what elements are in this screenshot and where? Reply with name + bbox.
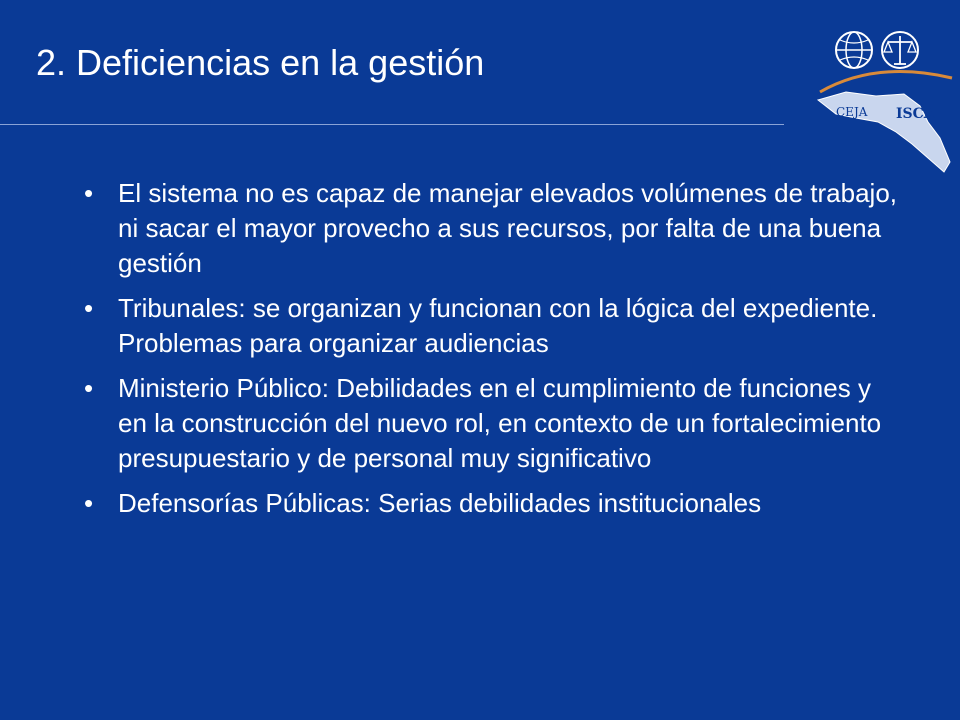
list-item bbox=[84, 176, 904, 281]
globe-icon bbox=[836, 32, 872, 68]
logo-arc bbox=[820, 72, 952, 92]
bullet-text: Tribunales: se organizan y funcionan con la lógica del expediente. Problemas para organizar audiencias bbox=[118, 293, 878, 358]
logo-text-isca: ISCA bbox=[896, 106, 935, 122]
bullet-marker: • bbox=[84, 488, 94, 518]
bullet-marker: • bbox=[84, 373, 94, 403]
ceja-isca-logo bbox=[816, 22, 956, 192]
bullet-list bbox=[84, 176, 904, 531]
title-divider bbox=[0, 124, 784, 125]
scales-icon bbox=[882, 32, 918, 68]
logo-text-ceja: CEJA bbox=[836, 105, 868, 119]
slide-title: 2. Deficiencias en la gestión bbox=[36, 42, 485, 83]
bullet-text: El sistema no es capaz de manejar elevados volúmenes de trabajo, ni sacar el mayor provecho a sus recursos, por falta de una buena gestión bbox=[118, 178, 897, 278]
list-item bbox=[84, 371, 904, 476]
list-item bbox=[84, 486, 904, 521]
list-item bbox=[84, 291, 904, 361]
map-icon bbox=[818, 92, 950, 172]
bullet-marker: • bbox=[84, 293, 94, 323]
bullet-text: Ministerio Público: Debilidades en el cumplimiento de funciones y en la construcción del nuevo rol, en contexto de un fortalecimiento presupuestario y de personal muy significativo bbox=[118, 373, 882, 473]
bullet-marker: • bbox=[84, 178, 94, 208]
bullet-text: Defensorías Públicas: Serias debilidades institucionales bbox=[118, 488, 762, 518]
